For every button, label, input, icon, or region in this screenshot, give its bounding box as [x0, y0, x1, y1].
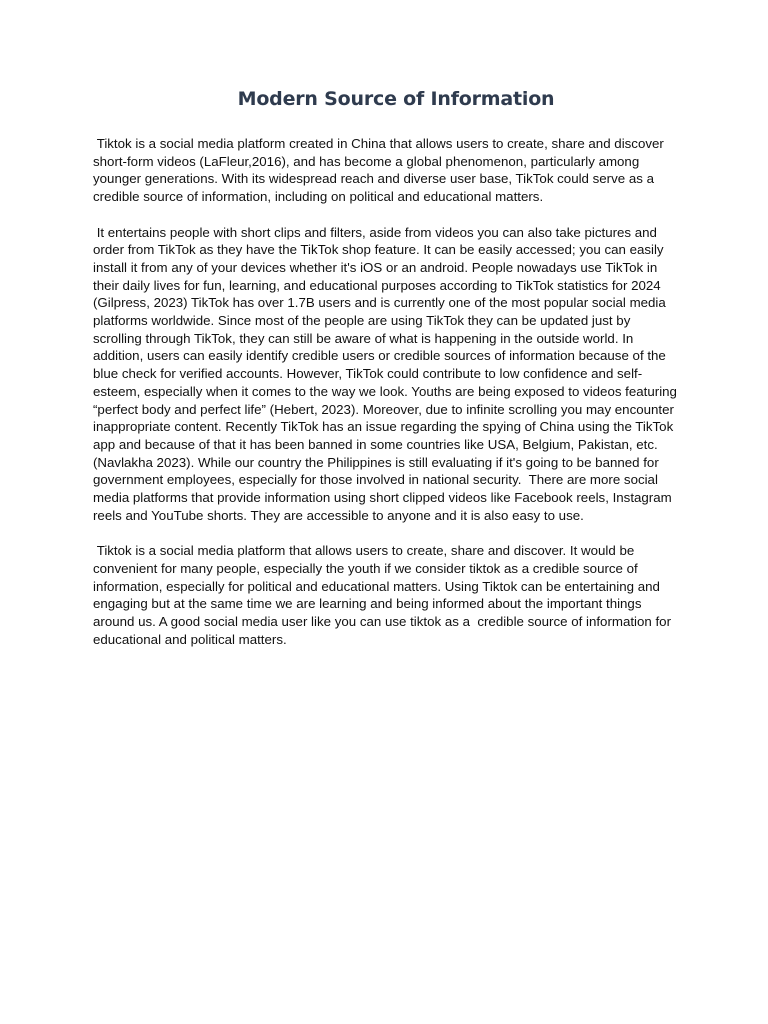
paragraph-conclusion: Tiktok is a social media platform that allows users to create, share and discover. It would be convenient for many people, especially the youth if we consider tiktok as a credible source of information, especially for political and educational matters. Using Tiktok can be entertaining and engaging but at the same time we are learning and being informed about the important things around us. A good social media user like you can use tiktok as a credible source of information for educational and political matters. [93, 543, 675, 647]
paragraph-discussion: It entertains people with short clips and filters, aside from videos you can also take pictures and order from TikTok as they have the TikTok shop feature. It can be easily accessed; you can easily install it from any of your devices whether it's iOS or an android. People nowadays use TikTok in their daily lives for fun, learning, and educational purposes according to TikTok statistics for 2024 (Gilpress, 2023) TikTok has over 1.7B users and is currently one of the most popular social media platforms worldwide. Since most of the people are using TikTok they can be updated just by scrolling through TikTok, they can still be aware of what is happening in the outside world. In addition, users can easily identify credible users or credible sources of information because of the blue check for verified accounts. However, TikTok could contribute to low confidence and self-esteem, especially when it comes to the way we look. Youths are being exposed to videos featuring “perfect body and perfect life” (Hebert, 2023). Moreover, due to infinite scrolling you may encounter inappropriate content. Recently TikTok has an issue regarding the spying of China using the TikTok app and because of that it has been banned in some countries like USA, Belgium, Pakistan, etc. (Navlakha 2023). While our country the Philippines is still evaluating if it's going to be banned for government employees, especially for those involved in national security. There are more social media platforms that provide information using short clipped videos like Facebook reels, Instagram reels and YouTube shorts. They are accessible to anyone and it is also easy to use. [93, 224, 681, 523]
page-title: Modern Source of Information [237, 88, 555, 110]
paragraph-introduction: Tiktok is a social media platform created in China that allows users to create, share and discover short-form videos (LaFleur,2016), and has become a global phenomenon, particularly among younger generations. With its widespread reach and diverse user base, TikTok could serve as a credible source of information, including on political and educational matters. [93, 136, 668, 205]
document-body [93, 135, 681, 666]
